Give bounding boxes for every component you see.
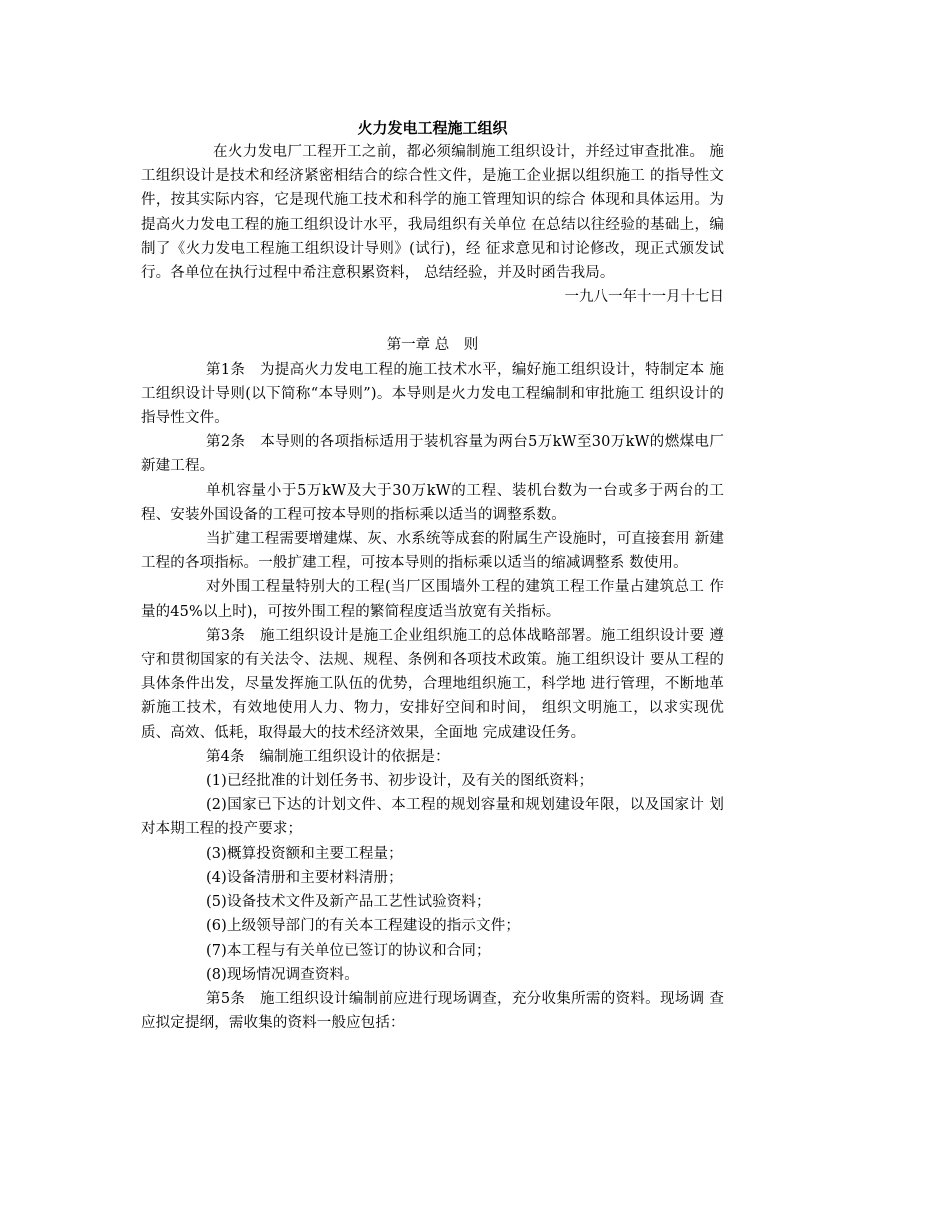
article-4-item-7: (7)本工程与有关单位已签订的协议和合同； [206, 942, 491, 959]
document-title: 火力发电工程施工组织 [357, 119, 508, 137]
chapter-heading: 第一章 总 则 [386, 337, 479, 354]
article-2-paragraph-3: 当扩建工程需要增建煤、灰、水系统等成套的附属生产设施时，可直接套用 新建工程的各项指标。一般扩建工程，可按本导则的指标乘以适当的缩减调整系 数使用。 [141, 531, 724, 572]
article-2-paragraph-4: 对外围工程量特别大的工程(当厂区围墙外工程的建筑工程工作量占建筑总工 作量的45%以上时)，可按外围工程的繁简程度适当放宽有关指标。 [141, 579, 724, 620]
issue-date: 一九八一年十一月十七日 [564, 289, 724, 306]
intro-paragraph: 在火力发电厂工程开工之前，都必须编制施工组织设计，并经过审查批准。 施工组织设计是技术和经济紧密相结合的综合性文件，是施工企业据以组织施工 的指导性文件，按其实际内容，它是现代施工技术和科学的施工管理知识的综合 体现和具体运用。为提高火力发电工程的施工组织设计水平，我局组织有关单位 在总结以往经验的基础上，编制了《火力发电工程施工组织设计导则》(试行)，经 征求意见和讨论修改，现正式颁发试行。各单位在执行过程中希注意积累资料， 总结经验，并及时函告我局。 [141, 144, 724, 282]
article-4-item-2: (2)国家已下达的计划文件、本工程的规划容量和规划建设年限，以及国家计 划对本期工程的投产要求； [141, 797, 724, 838]
article-4-item-8: (8)现场情况调查资料。 [206, 966, 359, 983]
article-4-item-1: (1)已经批准的计划任务书、初步设计，及有关的图纸资料； [206, 773, 594, 790]
article-4-item-3: (3)概算投资额和主要工程量； [206, 845, 403, 862]
article-4-item-4: (4)设备清册和主要材料清册； [206, 869, 403, 886]
article-2: 第2条 本导则的各项指标适用于装机容量为两台5万kW至30万kW的燃煤电厂新建工程。 [141, 434, 724, 475]
article-2-paragraph-2: 单机容量小于5万kW及大于30万kW的工程、装机台数为一台或多于两台的工程、安装外国设备的工程可按本导则的指标乘以适当的调整系数。 [141, 482, 724, 523]
article-4-item-6: (6)上级领导部门的有关本工程建设的指示文件； [206, 918, 520, 935]
article-5: 第5条 施工组织设计编制前应进行现场调查，充分收集所需的资料。现场调 查应拟定提纲，需收集的资料一般应包括： [141, 990, 724, 1032]
article-4-item-5: (5)设备技术文件及新产品工艺性试验资料； [206, 894, 491, 911]
article-4: 第4条 编制施工组织设计的依据是： [206, 748, 450, 765]
document-page [141, 116, 724, 1035]
article-3: 第3条 施工组织设计是施工企业组织施工的总体战略部署。施工组织设计要 遵守和贯彻国家的有关法令、法规、规程、条例和各项技术政策。施工组织设计 要从工程的具体条件出发，尽量发挥施工队伍的优势，合理地组织施工，科学地 进行管理，不断地革新施工技术，有效地使用人力、物力，安排好空间和时间， 组织文明施工，以求实现优质、高效、低耗，取得最大的技术经济效果，全面地 完成建设任务。 [141, 627, 724, 741]
section-spacer [141, 309, 724, 333]
article-1: 第1条 为提高火力发电工程的施工技术水平，编好施工组织设计，特制定本 施工组织设计导则(以下简称“本导则”)。本导则是火力发电工程编制和审批施工 组织设计的指导性文件。 [141, 361, 724, 427]
